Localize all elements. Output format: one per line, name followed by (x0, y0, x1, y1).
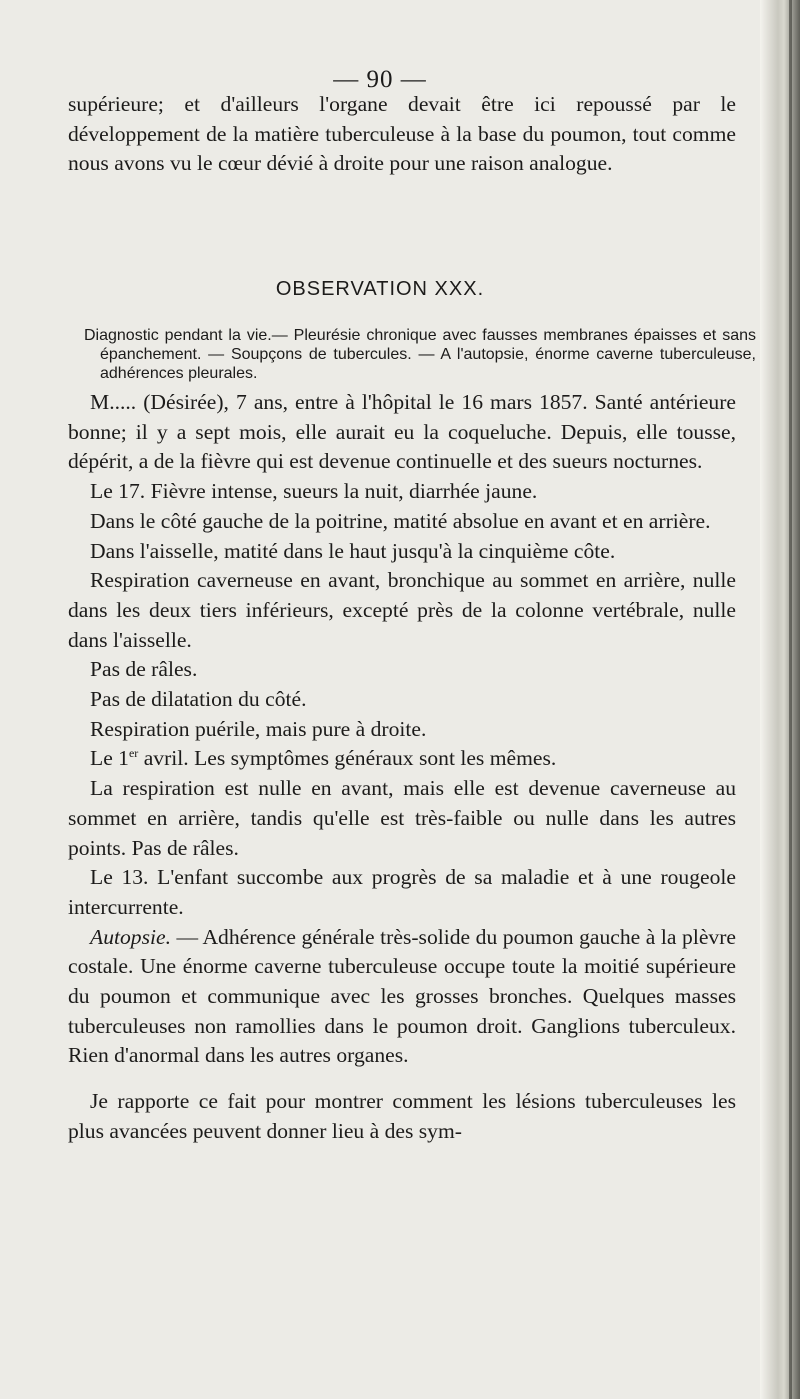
paragraph-autopsy (68, 923, 736, 1072)
observation-summary: Diagnostic pendant la vie.— Pleurésie chronique avec fausses membranes épaisses et sans épanchement. — Soupçons de tubercules. — A l'autopsie, énorme caverne tuberculeuse, adhérences pleurales. (84, 327, 756, 382)
page-edge-shadow (760, 0, 800, 1399)
intro-paragraph (68, 90, 736, 179)
page-number: — 90 — (333, 66, 427, 93)
april-rest: avril. Les symptômes généraux sont les mêmes. (138, 746, 557, 771)
paragraph-no-dilatation: Pas de dilatation du côté. (90, 687, 307, 712)
paragraph-respiration: Respiration caverneuse en avant, bronchique au sommet en arrière, nulle dans les deux tiers inférieurs, excepté près de la colonne vertébrale, nulle dans l'aisselle. (68, 568, 736, 652)
paragraph-day-17: Le 17. Fièvre intense, sueurs la nuit, diarrhée jaune. (90, 479, 538, 504)
paragraph-respiration-change: La respiration est nulle en avant, mais elle est devenue caverneuse au sommet en arrière, tandis qu'elle est très-faible ou nulle dans les autres points. Pas de râles. (68, 776, 736, 860)
observation-heading: OBSERVATION XXX. (275, 278, 485, 300)
paragraph-left-side: Dans le côté gauche de la poitrine, matité absolue en avant et en arrière. (90, 508, 711, 533)
paragraph-admission: M..... (Désirée), 7 ans, entre à l'hôpital le 16 mars 1857. Santé antérieure bonne; il y a sept mois, elle aurait eu la coqueluche. Depuis, elle tousse, dépérit, a de la fièvre qui est devenue continuelle et des sueurs nocturnes. (68, 390, 736, 474)
paragraph-right-respiration: Respiration puérile, mais pure à droite. (90, 716, 427, 741)
observation-body (68, 388, 736, 1147)
paragraph-armpit: Dans l'aisselle, matité dans le haut jusqu'à la cinquième côte. (90, 538, 616, 563)
april-day: Le 1 (90, 746, 129, 771)
autopsy-text: — Adhérence générale très-solide du poumon gauche à la plèvre costale. Une énorme caverne tuberculeuse occupe toute la moitié supérieure du poumon et communique avec les grosses bronches. Quelques masses tuberculeuses non ramollies dans le poumon droit. Ganglions tuberculeux. Rien d'anormal dans les autres organes. (68, 924, 736, 1068)
paragraph-closing: Je rapporte ce fait pour montrer comment les lésions tuberculeuses les plus avancées peuvent donner lieu à des sym- (68, 1089, 736, 1143)
binding-line (789, 0, 792, 1399)
intro-text: supérieure; et d'ailleurs l'organe devait être ici repoussé par le développement de la matière tuberculeuse à la base du poumon, tout comme nous avons vu le cœur dévié à droite pour une raison analogue. (68, 92, 736, 176)
autopsy-label: Autopsie. (90, 924, 171, 949)
paragraph-no-rales: Pas de râles. (90, 657, 198, 682)
paragraph-death: Le 13. L'enfant succombe aux progrès de sa maladie et à une rougeole intercurrente. (68, 865, 736, 919)
april-sup: er (128, 746, 139, 761)
paragraph-april (68, 744, 736, 774)
